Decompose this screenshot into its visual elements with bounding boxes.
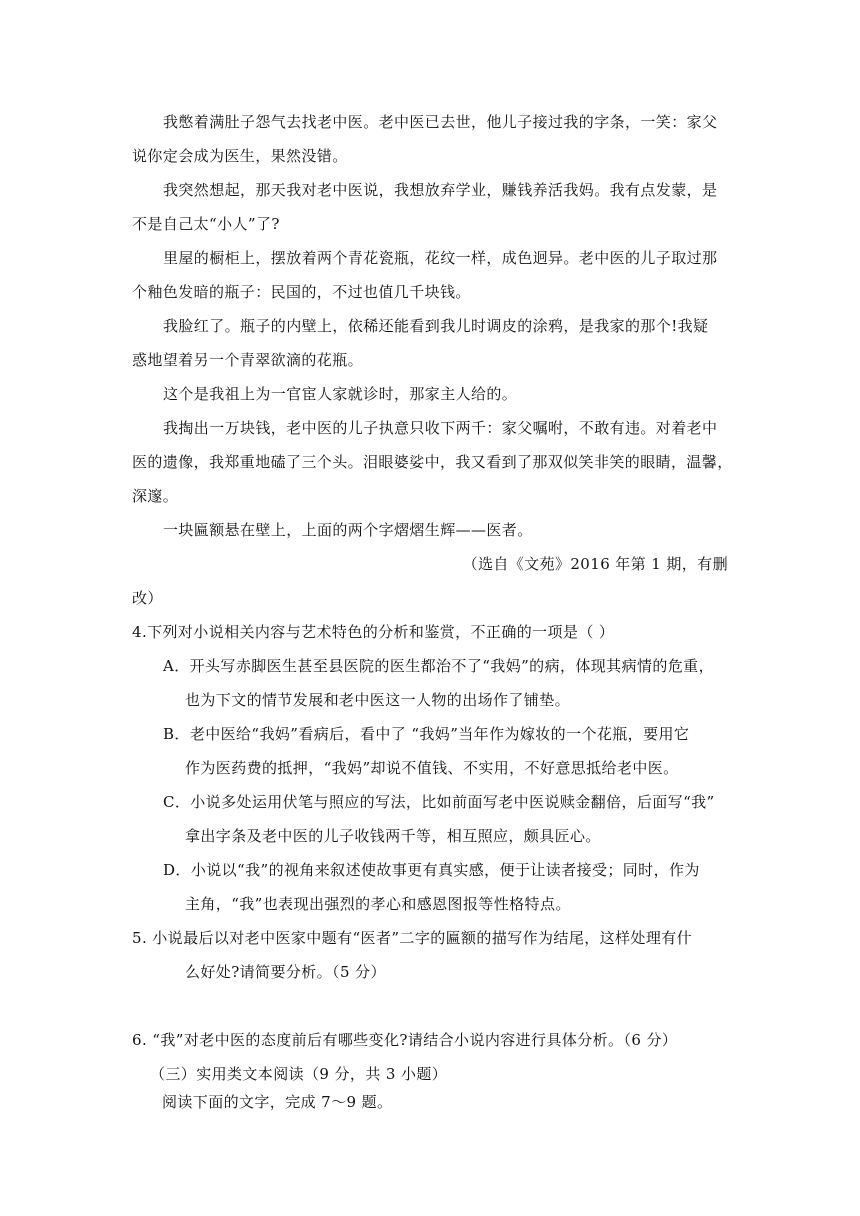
source-citation: （选自《文苑》2016 年第 1 期，有删 <box>462 555 728 573</box>
story-line: 惑地望着另一个青翠欲滴的花瓶。 <box>132 351 364 369</box>
q4-option-a: A．开头写赤脚医生甚至县医院的医生都治不了“我妈”的病，体现其病情的危重， <box>163 657 714 675</box>
story-line: 我憋着满肚子怨气去找老中医。老中医已去世，他儿子接过我的字条，一笑：家父 <box>163 113 718 131</box>
story-line: 里屋的橱柜上，摆放着两个青花瓷瓶，花纹一样，成色迥异。老中医的儿子取过那 <box>163 249 718 267</box>
source-citation-cont: 改） <box>132 589 163 607</box>
section-3-instruction: 阅读下面的文字，完成 7～9 题。 <box>162 1093 393 1111</box>
story-line: 说你定会成为医生，果然没错。 <box>132 147 348 165</box>
q4-option-c-cont: 拿出字条及老中医的儿子收钱两千等，相互照应，颇具匠心。 <box>185 827 601 845</box>
q4-option-d: D．小说以“我”的视角来叙述使故事更有真实感，便于让读者接受；同时，作为 <box>163 861 700 879</box>
question-5: 5. 小说最后以对老中医家中题有“医者”二字的匾额的描写作为结尾，这样处理有什 <box>132 929 693 947</box>
q4-option-d-cont: 主角，“我”也表现出强烈的孝心和感恩图报等性格特点。 <box>185 895 571 913</box>
section-3-heading: （三）实用类文本阅读（9 分，共 3 小题） <box>150 1065 448 1083</box>
story-line: 我掏出一万块钱，老中医的儿子执意只收下两千：家父嘱咐，不敢有违。对着老中 <box>163 419 718 437</box>
story-line: 我突然想起，那天我对老中医说，我想放弃学业，赚钱养活我妈。我有点发蒙，是 <box>163 181 718 199</box>
question-6: 6. “我”对老中医的态度前后有哪些变化?请结合小说内容进行具体分析。（6 分） <box>132 1031 678 1049</box>
q4-option-a-cont: 也为下文的情节发展和老中医这一人物的出场作了铺垫。 <box>185 691 571 709</box>
story-line: 深邃。 <box>132 487 179 505</box>
story-line: 一块匾额悬在壁上，上面的两个字熠熠生辉——医者。 <box>163 521 533 539</box>
story-line: 不是自己太“小人”了? <box>132 215 280 233</box>
story-line: 医的遗像，我郑重地磕了三个头。泪眼婆娑中，我又看到了那双似笑非笑的眼睛，温馨， <box>132 453 733 471</box>
q4-option-c: C．小说多处运用伏笔与照应的写法，比如前面写老中医说赎金翻倍，后面写“我” <box>163 793 715 811</box>
question-5-cont: 么好处?请简要分析。（5 分） <box>185 963 386 981</box>
story-line: 这个是我祖上为一官宦人家就诊时，那家主人给的。 <box>163 385 518 403</box>
story-line: 个釉色发暗的瓶子：民国的，不过也值几千块钱。 <box>132 283 471 301</box>
q4-option-b: B．老中医给“我妈”看病后，看中了 “我妈”当年作为嫁妆的一个花瓶，要用它 <box>163 725 690 743</box>
question-4-stem: 4.下列对小说相关内容与艺术特色的分析和鉴赏，不正确的一项是（ ） <box>132 623 615 641</box>
q4-option-b-cont: 作为医药费的抵押，“我妈”却说不值钱、不实用，不好意思抵给老中医。 <box>185 759 679 777</box>
story-line: 我脸红了。瓶子的内壁上，依稀还能看到我儿时调皮的涂鸦，是我家的那个!我疑 <box>163 317 709 335</box>
